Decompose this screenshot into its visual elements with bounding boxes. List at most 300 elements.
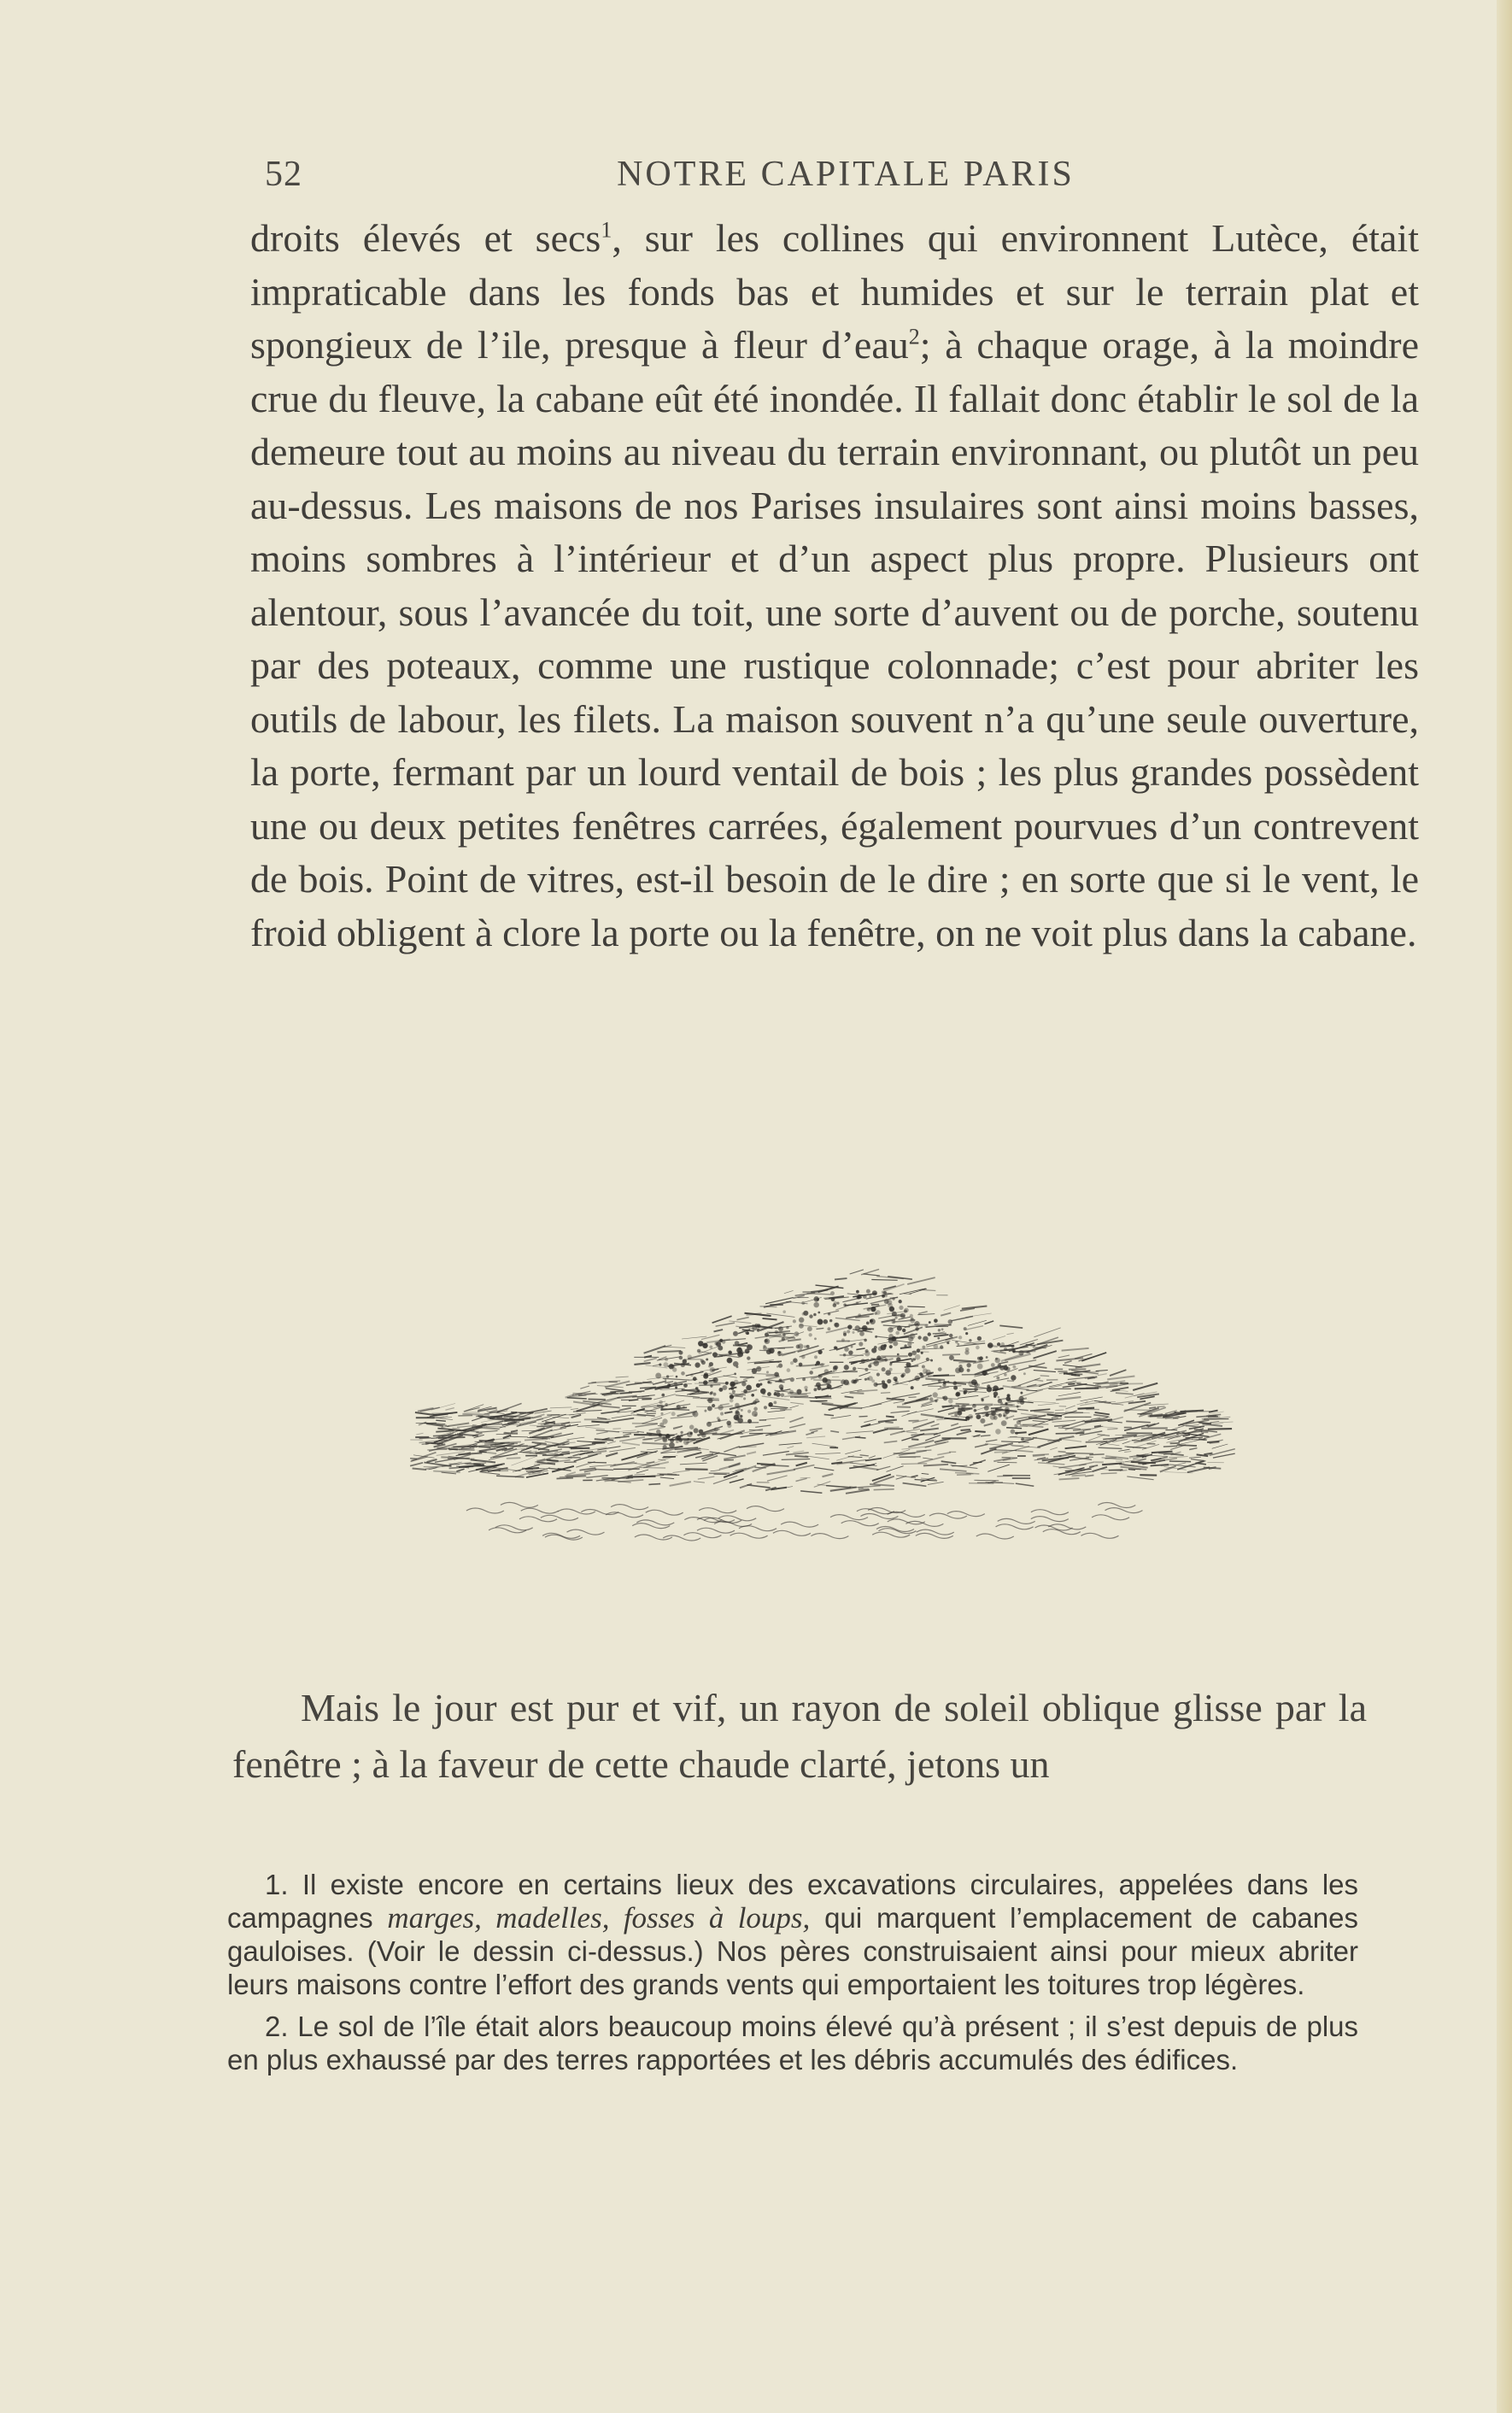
engraving-stipple: [787, 1326, 789, 1329]
engraving-stipple: [976, 1415, 981, 1419]
engraving-stroke: [941, 1313, 951, 1316]
engraving-stroke: [975, 1405, 993, 1411]
engraving-stroke: [882, 1284, 905, 1292]
engraving-stipple: [998, 1364, 1000, 1366]
engraving-stipple: [905, 1345, 906, 1347]
engraving-stipple: [663, 1438, 667, 1442]
engraving-stroke: [413, 1469, 426, 1471]
engraving-stroke: [794, 1456, 808, 1457]
engraving-stroke: [462, 1414, 489, 1415]
engraving-stroke: [1107, 1429, 1117, 1430]
landscape-vignette-icon: [376, 1265, 1247, 1555]
engraving-stipple: [744, 1389, 747, 1393]
engraving-stroke: [1089, 1454, 1104, 1455]
engraving-stipple: [855, 1326, 859, 1330]
engraving-stipple: [872, 1380, 875, 1383]
engraving-ground-stroke: [541, 1515, 578, 1520]
engraving-stroke: [1108, 1421, 1122, 1423]
engraving-stipple: [779, 1385, 783, 1389]
engraving-stroke: [660, 1477, 674, 1479]
engraving-stipple: [1005, 1374, 1007, 1377]
engraving-stroke: [436, 1420, 446, 1421]
engraving-stroke: [938, 1408, 954, 1412]
engraving-stroke: [673, 1471, 690, 1473]
engraving-stroke: [763, 1318, 777, 1319]
engraving-stipple: [847, 1330, 850, 1333]
engraving-stroke: [566, 1394, 575, 1398]
engraving-stipple: [757, 1324, 760, 1328]
engraving-stroke: [1095, 1412, 1110, 1414]
engraving-stroke: [730, 1479, 744, 1483]
engraving-stipple: [872, 1348, 876, 1353]
engraving-stroke: [545, 1441, 558, 1443]
engraving-stipple: [959, 1365, 962, 1368]
engraving-stroke: [497, 1403, 522, 1412]
engraving-stipple: [814, 1389, 817, 1391]
engraving-stipple: [967, 1369, 970, 1371]
engraving-stipple: [896, 1331, 900, 1335]
engraving-stroke: [644, 1358, 657, 1361]
engraving-stroke: [569, 1444, 595, 1448]
engraving-ground-stroke: [636, 1520, 674, 1525]
engraving-stroke: [1034, 1371, 1056, 1372]
body-paragraph-text: , sur les collines qui environnent Lutèce, était impraticable dans les fonds bas et humides et sur le terrain plat et spongieux de l’ile, presque à fleur d’eau: [250, 216, 1419, 367]
engraving-stipple: [942, 1396, 944, 1398]
engraving-stipple: [682, 1371, 685, 1375]
engraving-stipple: [1005, 1417, 1008, 1419]
engraving-stroke: [1017, 1409, 1029, 1410]
engraving-stipple: [929, 1322, 930, 1324]
engraving-stipple: [738, 1347, 741, 1350]
engraving-stipple: [871, 1306, 876, 1311]
engraving-stroke: [1212, 1444, 1228, 1448]
footnote-text: 2. Le sol de l’île était alors beaucoup moins élevé qu’à présent ; il s’est depuis de plus en plus exhaussé par des terres rapportées et les débris accumulés des édifices.: [227, 2011, 1358, 2075]
engraving-stipple: [728, 1424, 731, 1427]
engraving-stipple: [867, 1377, 869, 1379]
engraving-stipple: [977, 1336, 981, 1340]
engraving-stroke: [1033, 1454, 1049, 1455]
engraving-stroke: [816, 1285, 844, 1288]
engraving-stipple: [982, 1371, 987, 1375]
engraving-stroke: [601, 1412, 619, 1414]
engraving-stipple: [848, 1325, 853, 1330]
engraving-stipple: [790, 1362, 793, 1365]
engraving-stroke: [794, 1397, 816, 1398]
engraving-stroke: [1189, 1457, 1201, 1458]
engraving-stipple: [969, 1382, 973, 1386]
engraving-stroke: [830, 1431, 839, 1433]
engraving-stroke: [913, 1421, 935, 1428]
engraving-stipple: [782, 1338, 784, 1341]
engraving-stipple: [923, 1336, 928, 1341]
engraving-stipple: [818, 1350, 822, 1353]
engraving-stroke: [975, 1444, 987, 1447]
engraving-stipple: [923, 1346, 925, 1348]
engraving-stroke: [560, 1453, 570, 1454]
engraving-stroke: [671, 1417, 693, 1418]
engraving-stipple: [947, 1342, 949, 1344]
engraving-stroke: [918, 1312, 927, 1314]
engraving-stipple: [706, 1422, 711, 1426]
engraving-stroke: [911, 1476, 918, 1477]
engraving-stroke: [626, 1477, 633, 1478]
engraving-stroke: [416, 1433, 423, 1435]
engraving-stroke: [716, 1323, 735, 1326]
engraving-stroke: [741, 1434, 764, 1437]
engraving-stroke: [1038, 1403, 1059, 1405]
engraving-hatching: [410, 1269, 1235, 1541]
engraving-stipple: [670, 1439, 673, 1442]
engraving-stipple: [1013, 1365, 1016, 1368]
engraving-stipple: [1017, 1421, 1020, 1424]
engraving-stipple: [956, 1392, 960, 1396]
engraving-stipple: [708, 1399, 712, 1403]
engraving-stipple: [853, 1331, 854, 1333]
engraving-stroke: [1062, 1348, 1089, 1351]
engraving-stipple: [695, 1363, 700, 1367]
engraving-stroke: [580, 1386, 589, 1389]
engraving-ground-stroke: [1105, 1508, 1143, 1513]
engraving-stipple: [810, 1371, 813, 1375]
engraving-stroke: [550, 1428, 566, 1431]
engraving-stroke: [767, 1476, 788, 1481]
engraving-stipple: [993, 1386, 999, 1391]
engraving-stipple: [975, 1388, 978, 1391]
engraving-stipple: [710, 1367, 714, 1371]
engraving-ground-stroke: [1081, 1533, 1119, 1538]
engraving-ground-stroke: [781, 1522, 818, 1527]
engraving-stipple: [889, 1368, 892, 1371]
engraving-stroke: [424, 1463, 451, 1467]
engraving-stroke: [1055, 1410, 1064, 1411]
engraving-stroke: [663, 1378, 690, 1380]
engraving-stipple: [899, 1300, 901, 1303]
engraving-stroke: [1111, 1390, 1120, 1392]
engraving-stroke: [1001, 1354, 1023, 1361]
engraving-stroke: [959, 1426, 972, 1428]
engraving-stroke: [642, 1443, 669, 1445]
engraving-stipple: [691, 1374, 694, 1377]
engraving-stroke: [733, 1345, 747, 1346]
engraving-stipple: [911, 1318, 915, 1323]
engraving-stroke: [1169, 1457, 1187, 1458]
engraving-stroke: [800, 1491, 822, 1493]
engraving-stipple: [821, 1364, 823, 1366]
engraving-stroke: [881, 1393, 890, 1394]
engraving-stipple: [994, 1395, 996, 1397]
engraving-stroke: [609, 1447, 636, 1452]
engraving-stroke: [1050, 1447, 1058, 1450]
engraving-stipple: [966, 1332, 968, 1334]
engraving-stipple: [949, 1334, 952, 1337]
engraving-stipple: [834, 1301, 837, 1305]
engraving-stroke: [521, 1444, 541, 1451]
engraving-stroke: [782, 1349, 801, 1355]
engraving-stroke: [1046, 1380, 1058, 1381]
engraving-stroke: [1058, 1392, 1081, 1395]
engraving-stipple: [662, 1394, 665, 1396]
engraving-stroke: [435, 1459, 454, 1462]
engraving-stroke: [907, 1409, 934, 1414]
engraving-stipple: [916, 1328, 919, 1331]
engraving-stroke: [784, 1290, 794, 1293]
engraving-stroke: [864, 1274, 880, 1276]
engraving-stroke: [860, 1455, 869, 1456]
engraving-stipple: [777, 1352, 782, 1356]
engraving-stipple: [659, 1434, 662, 1437]
engraving-stipple: [754, 1407, 758, 1411]
engraving-stipple: [882, 1381, 884, 1383]
engraving-stipple: [1007, 1394, 1010, 1397]
engraving-stipple: [890, 1362, 892, 1364]
engraving-stipple: [986, 1413, 989, 1417]
engraving-stroke: [814, 1467, 834, 1470]
engraving-stipple: [663, 1445, 666, 1448]
engraving-ground-stroke: [811, 1534, 848, 1539]
engraving-stroke: [586, 1451, 607, 1453]
engraving-stipple: [892, 1312, 896, 1316]
engraving-stipple: [935, 1319, 938, 1323]
engraving-stroke: [787, 1447, 794, 1448]
engraving-stipple: [775, 1372, 779, 1377]
engraving-stipple: [679, 1439, 682, 1441]
engraving-stipple: [1011, 1376, 1017, 1381]
engraving-stipple: [734, 1380, 738, 1384]
engraving-stipple: [732, 1390, 735, 1393]
engraving-stipple: [666, 1376, 668, 1377]
engraving-ground-stroke: [976, 1534, 1014, 1539]
engraving-stroke: [1016, 1450, 1034, 1452]
engraving-stipple: [866, 1322, 869, 1324]
engraving-stroke: [811, 1371, 835, 1379]
engraving-stipple: [681, 1435, 683, 1436]
engraving-stipple: [845, 1347, 849, 1352]
engraving-stipple: [719, 1388, 723, 1391]
engraving-stipple: [929, 1398, 933, 1401]
engraving-stroke: [472, 1417, 484, 1421]
engraving-stipple: [915, 1376, 920, 1381]
engraving-stipple: [1006, 1367, 1010, 1371]
engraving-stroke: [982, 1378, 1009, 1383]
running-title: NOTRE CAPITALE PARIS: [617, 155, 1075, 194]
engraving-stroke: [847, 1339, 866, 1342]
engraving-stroke: [1030, 1409, 1050, 1411]
engraving-ground-stroke: [929, 1513, 967, 1518]
engraving-stroke: [1009, 1360, 1037, 1365]
engraving-stipple: [747, 1332, 749, 1335]
engraving-stroke: [621, 1453, 648, 1460]
engraving-stroke: [892, 1394, 920, 1399]
engraving-stroke: [906, 1432, 917, 1433]
engraving-stroke: [1210, 1422, 1220, 1423]
engraving-stroke: [1089, 1465, 1098, 1467]
engraving-ground-stroke: [1092, 1515, 1129, 1520]
engraving-stipple: [752, 1394, 754, 1396]
engraving-stroke: [635, 1474, 645, 1475]
body-paragraph-text: ; à chaque orage, à la moindre crue du fleuve, la cabane eût été inondée. Il fallait donc établir le sol de la demeure tout au moins au niveau du terrain environnant, ou plutôt un peu au-dessus. Les maisons de nos Parises insulaires sont ainsi moins basses, moins sombres à l’intérieur et d’un aspect plus propre. Plusieurs ont alentour, sous l’avancée du toit, une sorte d’auvent ou de porche, soutenu par des poteaux, comme une rustique colonnade; c’est pour abriter les outils de labour, les filets. La maison souvent n’a qu’une seule ouverture, la porte, fermant par un lourd ventail de bois ; les plus grandes possèdent une ou deux petites fenêtres carrées, également pourvues d’un contrevent de bois. Point de vitres, est-il besoin de le dire ; en sorte que si le vent, le froid obligent à clore la porte ou la fenêtre, on ne voit plus dans la cabane.: [250, 323, 1419, 954]
engraving-stroke: [427, 1449, 447, 1450]
engraving-stroke: [859, 1416, 868, 1417]
engraving-stipple: [818, 1312, 820, 1313]
engraving-stipple: [741, 1409, 742, 1411]
engraving-stroke: [1169, 1461, 1191, 1462]
engraving-stroke: [859, 1486, 881, 1488]
engraving-stipple: [721, 1412, 724, 1415]
engraving-stroke: [525, 1439, 548, 1440]
engraving-stroke: [601, 1406, 620, 1408]
engraving-stipple: [933, 1393, 937, 1397]
engraving-ground-stroke: [718, 1516, 756, 1521]
engraving-stroke: [871, 1305, 879, 1306]
engraving-stroke: [871, 1280, 897, 1281]
engraving-stroke: [894, 1453, 916, 1454]
engraving-stipple: [815, 1338, 817, 1340]
engraving-stroke: [763, 1452, 789, 1456]
engraving-stroke: [931, 1424, 940, 1426]
engraving-stipple: [938, 1337, 940, 1339]
engraving-stroke: [986, 1440, 997, 1441]
engraving-stroke: [634, 1363, 650, 1365]
engraving-stipple: [921, 1374, 923, 1377]
engraving-stipple: [941, 1329, 943, 1330]
engraving-stroke: [845, 1396, 854, 1397]
engraving-stroke: [994, 1450, 1017, 1451]
engraving-stipple: [976, 1346, 980, 1349]
engraving-stipple: [922, 1365, 924, 1368]
engraving-stipple: [777, 1393, 780, 1396]
engraving-stipple: [938, 1380, 941, 1383]
engraving-stroke: [957, 1431, 971, 1435]
engraving-stroke: [1118, 1449, 1129, 1451]
footnote-text: 1. Il existe encore en certains lieux des excavations circulaires, appelées dans les campagnes: [227, 1869, 1358, 1934]
engraving-stroke: [755, 1425, 771, 1427]
engraving-stipple: [693, 1377, 696, 1381]
engraving-stipple: [731, 1387, 734, 1389]
engraving-stipple: [877, 1356, 882, 1360]
engraving-stipple: [709, 1362, 712, 1365]
engraving-stroke: [1124, 1452, 1131, 1453]
engraving-stroke: [724, 1376, 737, 1377]
engraving-stipple: [1022, 1438, 1023, 1440]
engraving-stipple: [860, 1332, 864, 1336]
engraving-stroke: [835, 1278, 847, 1279]
engraving-stroke: [1007, 1381, 1014, 1382]
engraving-stipple: [908, 1353, 911, 1356]
engraving-stroke: [1029, 1430, 1049, 1435]
engraving-stipple: [757, 1329, 759, 1331]
engraving-stipple: [843, 1354, 846, 1357]
engraving-stipple: [730, 1395, 733, 1399]
engraving-stroke: [532, 1442, 547, 1444]
engraving-stipple: [671, 1412, 675, 1416]
engraving-stroke: [884, 1427, 900, 1428]
engraving-stroke: [1059, 1478, 1080, 1479]
engraving-stipple: [827, 1384, 831, 1389]
engraving-stipple: [717, 1342, 721, 1347]
engraving-stipple: [867, 1309, 869, 1311]
engraving-stroke: [903, 1483, 927, 1487]
body-paragraph: [250, 212, 1419, 960]
engraving-stipple: [677, 1406, 680, 1409]
engraving-stroke: [606, 1389, 624, 1391]
engraving-stipple: [1001, 1342, 1005, 1346]
engraving-stroke: [619, 1437, 645, 1441]
engraving-stroke: [665, 1382, 673, 1383]
engraving-stroke: [1033, 1421, 1046, 1422]
engraving-stipple: [737, 1407, 740, 1410]
engraving-stipple: [725, 1382, 728, 1384]
engraving-stipple: [753, 1325, 757, 1330]
engraving-stroke: [856, 1348, 864, 1350]
engraving-stroke: [1081, 1397, 1103, 1401]
engraving-stipple: [733, 1331, 737, 1336]
engraving-stroke: [904, 1327, 923, 1334]
engraving-stroke: [1056, 1358, 1083, 1360]
engraving-stipple: [841, 1339, 844, 1342]
engraving-stroke: [944, 1306, 960, 1311]
engraving-stroke: [812, 1443, 837, 1447]
engraving-stipple: [712, 1353, 717, 1357]
engraving-stipple: [704, 1373, 707, 1377]
engraving-stipple: [913, 1359, 915, 1360]
engraving-stroke: [653, 1381, 666, 1384]
engraving-stroke: [547, 1460, 559, 1461]
engraving-stroke: [571, 1448, 590, 1449]
engraving-stroke: [1171, 1426, 1185, 1430]
engraving-stroke: [724, 1460, 734, 1461]
engraving-stipple: [805, 1386, 807, 1389]
engraving-stroke: [1112, 1388, 1128, 1390]
engraving-stipple: [1017, 1406, 1018, 1407]
engraving-stroke: [1062, 1439, 1081, 1441]
engraving-stipple: [926, 1358, 929, 1360]
engraving-stipple: [977, 1364, 982, 1369]
engraving-stroke: [561, 1452, 569, 1453]
engraving-stroke: [1110, 1370, 1126, 1376]
engraving-ground-stroke: [521, 1508, 559, 1513]
engraving-stipple: [847, 1383, 849, 1385]
engraving-stroke: [1039, 1382, 1052, 1386]
engraving-stroke: [676, 1395, 700, 1398]
engraving-stroke: [510, 1436, 528, 1437]
engraving-stipple: [713, 1393, 716, 1395]
engraving-stipple: [659, 1400, 663, 1404]
engraving-stipple: [681, 1363, 685, 1367]
engraving-stroke: [507, 1458, 521, 1459]
engraving-stroke: [810, 1429, 823, 1430]
engraving-stroke: [830, 1488, 857, 1491]
engraving-stipple: [810, 1315, 813, 1318]
engraving-stroke: [448, 1464, 460, 1465]
engraving-stroke: [659, 1475, 679, 1476]
engraving-stipple: [908, 1342, 911, 1346]
engraving-stipple: [739, 1350, 743, 1354]
engraving-stroke: [928, 1376, 955, 1377]
engraving-stroke: [1056, 1433, 1085, 1434]
engraving-stipple: [889, 1346, 892, 1348]
engraving-stroke: [720, 1430, 734, 1435]
engraving-stroke: [760, 1306, 777, 1307]
engraving-stroke: [955, 1473, 979, 1474]
engraving-stroke: [1062, 1421, 1084, 1428]
engraving-ground-stroke: [747, 1506, 784, 1512]
engraving-stipple: [998, 1396, 999, 1398]
engraving-stipple: [895, 1379, 897, 1381]
engraving-stroke: [997, 1476, 1012, 1477]
engraving-stroke: [765, 1298, 794, 1304]
engraving-stroke: [511, 1430, 518, 1432]
engraving-stroke: [591, 1422, 608, 1423]
